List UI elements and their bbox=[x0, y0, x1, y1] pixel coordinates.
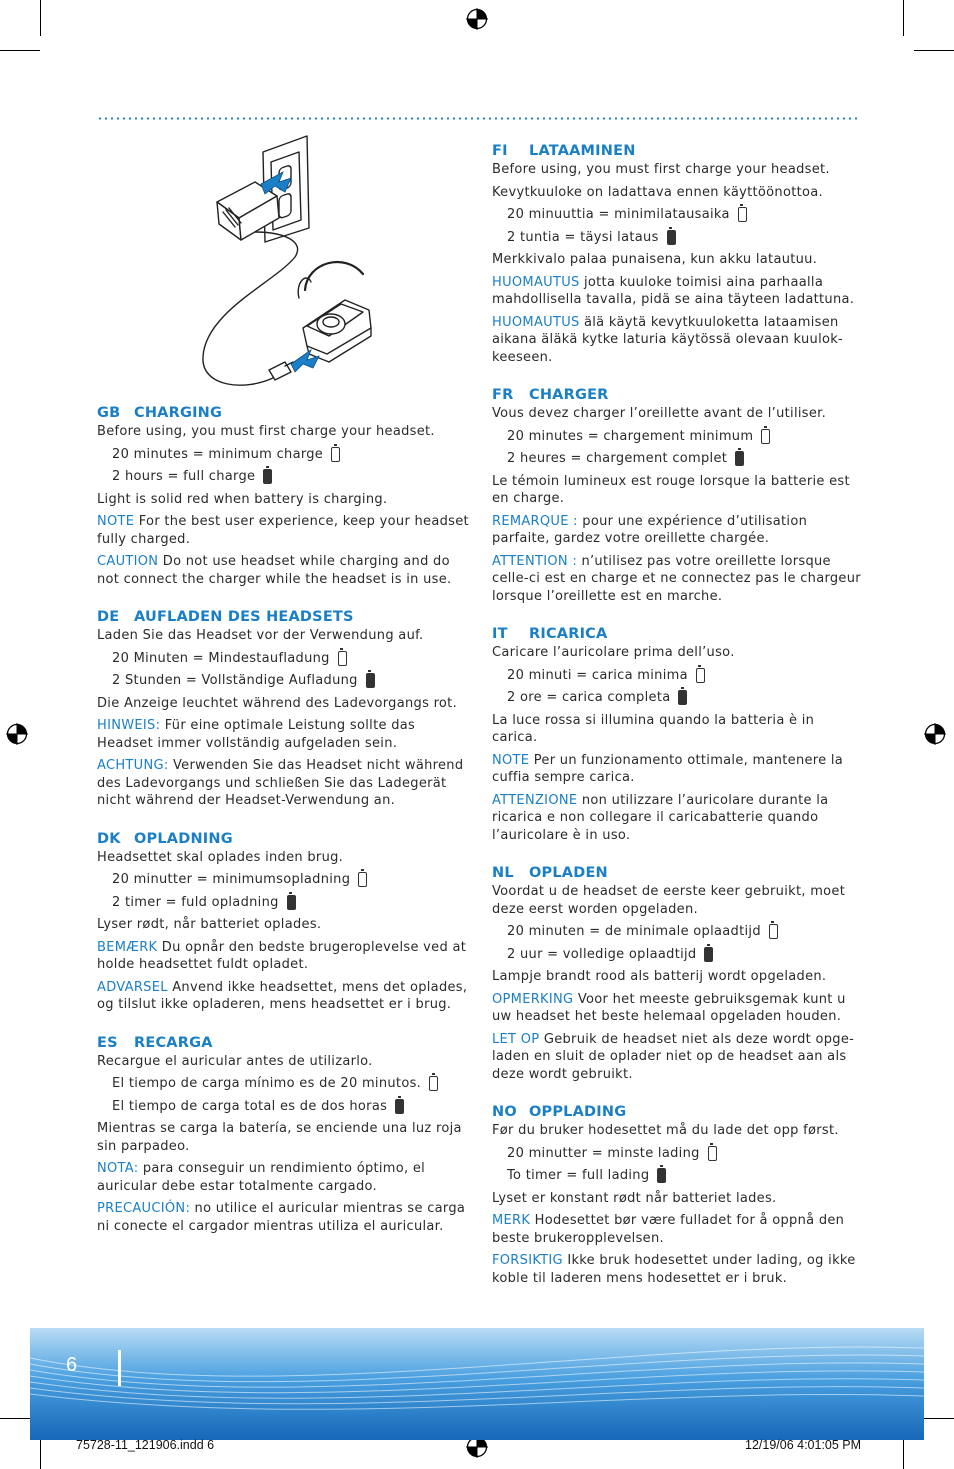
section-heading bbox=[492, 864, 862, 882]
caution bbox=[492, 553, 862, 606]
crop-mark bbox=[903, 0, 904, 36]
caution-label: ADVARSEL bbox=[97, 979, 168, 995]
intro-text: Caricare l’auricolare prima dell’uso. bbox=[492, 645, 735, 660]
battery-full-icon bbox=[395, 1099, 404, 1114]
full-charge-text: To timer = full lading bbox=[507, 1168, 650, 1183]
section-title: CHARGER bbox=[529, 387, 609, 403]
note-text: pour une expérience d’utilisation parfaite, gardez votre oreillette chargée. bbox=[492, 513, 808, 546]
note-text: Hodesettet bør være fulladet for å oppnå den beste brukeropplevelsen. bbox=[492, 1213, 845, 1246]
crop-mark bbox=[0, 50, 40, 51]
left-column bbox=[97, 404, 469, 1255]
battery-empty-icon bbox=[338, 651, 347, 666]
note-label: REMARQUE : bbox=[492, 513, 578, 529]
caution-text: älä käytä kevytkuuloketta lataamisen aikana äläkä kytke laturia käytössä olevaan kuulok-keeseen. bbox=[492, 314, 844, 365]
note-label: BEMÆRK bbox=[97, 939, 158, 955]
caution-label: CAUTION bbox=[97, 554, 159, 569]
section-fr bbox=[492, 386, 862, 605]
caution-text: Do not use headset while charging and do not connect the charger while the headset is in use. bbox=[97, 554, 452, 587]
battery-empty-icon bbox=[696, 668, 705, 683]
section-dk bbox=[97, 830, 469, 1014]
min-charge-text: El tiempo de carga mínimo es de 20 minutos. bbox=[112, 1076, 422, 1091]
caution-label: LET OP bbox=[492, 1031, 540, 1047]
intro-text: Recargue el auricular antes de utilizarlo. bbox=[97, 1053, 373, 1069]
caution bbox=[492, 1252, 862, 1287]
note bbox=[97, 717, 469, 752]
min-charge-text: 20 minutes = chargement minimum bbox=[507, 428, 754, 444]
full-charge-row bbox=[492, 689, 862, 707]
caution-text: Anvend ikke headsettet, mens det oplades, og tilslut ikke opladeren, mens headsettet er i brug. bbox=[97, 979, 468, 1012]
full-charge-row bbox=[492, 1167, 862, 1185]
footer-band bbox=[30, 1328, 924, 1440]
caution-text: Verwenden Sie das Headset nicht während des Ladevorgangs und schließen Sie das Ladegerät nicht während der Headset-Verwendung an. bbox=[97, 758, 464, 808]
full-charge-text: 2 uur = volledige oplaadtijd bbox=[507, 946, 697, 962]
min-charge-text: 20 minutter = minimumsopladning bbox=[112, 872, 351, 887]
language-code: GB bbox=[97, 405, 121, 421]
note-label: NOTA: bbox=[97, 1161, 139, 1176]
full-charge-text: 2 Stunden = Vollständige Aufladung bbox=[112, 673, 358, 688]
language-code: IT bbox=[492, 626, 508, 642]
battery-empty-icon bbox=[769, 924, 778, 939]
battery-empty-icon bbox=[358, 872, 367, 887]
min-charge-row bbox=[492, 206, 862, 224]
full-charge-row bbox=[492, 946, 862, 964]
light-text: Le témoin lumineux est rouge lorsque la batterie est en charge. bbox=[492, 473, 850, 506]
note-text: Für eine optimale Leistung sollte das Headset immer vollständig aufgeladen sein. bbox=[97, 718, 416, 751]
min-charge-text: 20 minutter = minste lading bbox=[507, 1145, 700, 1161]
caution bbox=[492, 792, 862, 845]
section-heading bbox=[492, 142, 862, 160]
battery-full-icon bbox=[657, 1168, 666, 1183]
full-charge-text: 2 tuntia = täysi lataus bbox=[507, 229, 659, 245]
min-charge-text: 20 minuten = de minimale oplaadtijd bbox=[507, 924, 761, 939]
light-text: Lyser rødt, når batteriet oplades. bbox=[97, 917, 322, 932]
section-no bbox=[492, 1103, 862, 1287]
note-text: jotta kuuloke toimisi aina parhaalla mahdollisella tavalla, pidä se aina täyteen ladattuna. bbox=[492, 274, 855, 307]
headset-charger-wall-outlet-illustration bbox=[195, 132, 415, 397]
caution bbox=[97, 757, 469, 810]
section-title: OPLADEN bbox=[529, 865, 608, 881]
light-text: Die Anzeige leuchtet während des Ladevorgangs rot. bbox=[97, 695, 458, 711]
min-charge-text: 20 Minuten = Mindestaufladung bbox=[112, 650, 330, 666]
min-charge-row bbox=[97, 1075, 469, 1093]
section-title: RICARICA bbox=[529, 626, 608, 642]
note-text: para conseguir un rendimiento óptimo, el auricular debe estar totalmente cargado. bbox=[97, 1161, 426, 1194]
note bbox=[492, 513, 862, 548]
section-title: AUFLADEN DES HEADSETS bbox=[134, 609, 354, 625]
section-title: RECARGA bbox=[134, 1034, 213, 1051]
caution-text: non utilizzare l’auricolare durante la ricarica e non collegare il caricabatterie quando l’auricolare è in uso. bbox=[492, 792, 829, 843]
caution-label: PRECAUCIÓN: bbox=[97, 1201, 191, 1216]
intro-text: Before using, you must first charge your headset. bbox=[492, 162, 830, 177]
min-charge-text: 20 minuti = carica minima bbox=[507, 667, 688, 683]
section-heading bbox=[97, 608, 469, 626]
caution-text: n’utilisez pas votre oreillette lorsque celle-ci est en charge et ne connectez pas le chargeur lorsque l’oreillette est en marche. bbox=[492, 553, 861, 604]
registration-mark-icon bbox=[466, 8, 488, 30]
note-label: NOTE bbox=[492, 752, 530, 768]
light-text: Lyset er konstant rødt når batteriet lades. bbox=[492, 1190, 777, 1206]
full-charge-text: 2 timer = fuld opladning bbox=[112, 894, 279, 910]
battery-empty-icon bbox=[708, 1146, 717, 1161]
section-title: OPLADNING bbox=[134, 830, 233, 847]
language-code: NO bbox=[492, 1104, 517, 1120]
battery-empty-icon bbox=[331, 447, 340, 462]
note bbox=[492, 1212, 862, 1247]
language-code: ES bbox=[97, 1034, 118, 1051]
battery-full-icon bbox=[678, 690, 687, 705]
caution-text: no utilice el auricular mientras se carga ni conecte el cargador mientras utiliza el auricular. bbox=[97, 1201, 466, 1234]
section-heading bbox=[97, 404, 469, 422]
full-charge-row bbox=[97, 468, 469, 486]
caution bbox=[492, 314, 862, 367]
section-it bbox=[492, 625, 862, 844]
registration-mark-icon bbox=[924, 723, 946, 745]
section-heading bbox=[492, 386, 862, 404]
note-label: NOTE bbox=[97, 514, 135, 529]
full-charge-text: El tiempo de carga total es de dos horas bbox=[112, 1098, 388, 1114]
right-column bbox=[492, 142, 862, 1307]
language-code: DE bbox=[97, 609, 120, 625]
light-text: Light is solid red when battery is charging. bbox=[97, 491, 388, 507]
note bbox=[97, 513, 469, 548]
battery-empty-icon bbox=[738, 207, 747, 222]
min-charge-row bbox=[492, 923, 862, 941]
min-charge-row bbox=[492, 667, 862, 685]
note-label: OPMERKING bbox=[492, 991, 574, 1007]
min-charge-row bbox=[97, 650, 469, 668]
footer-wave-decoration bbox=[30, 1328, 924, 1440]
note bbox=[97, 939, 469, 974]
note-text: Per un funzionamento ottimale, mantenere la cuffia sempre carica. bbox=[492, 752, 844, 785]
crop-mark bbox=[914, 50, 954, 51]
note bbox=[492, 274, 862, 309]
note-text: Voor het meeste gebruiksgemak kunt u uw headset het beste helemaal opgeladen houden. bbox=[492, 991, 846, 1024]
full-charge-row bbox=[97, 894, 469, 912]
caution bbox=[97, 979, 469, 1014]
note-label: MERK bbox=[492, 1213, 531, 1228]
caution-text: Gebruik de headset niet als deze wordt opge-laden en sluit de oplader niet op de headset aan als deze wordt gebruikt. bbox=[492, 1031, 855, 1082]
note-label: HUOMAUTUS bbox=[492, 274, 580, 290]
min-charge-row bbox=[492, 1145, 862, 1163]
crop-mark bbox=[40, 0, 41, 36]
min-charge-row bbox=[492, 428, 862, 446]
note bbox=[492, 991, 862, 1026]
caution bbox=[492, 1031, 862, 1084]
light-text: Lampje brandt rood als batterij wordt opgeladen. bbox=[492, 969, 827, 984]
caution-label: FORSIKTIG bbox=[492, 1253, 563, 1268]
battery-empty-icon bbox=[761, 429, 770, 444]
section-title: LATAAMINEN bbox=[529, 143, 636, 159]
caution-label: ATTENTION : bbox=[492, 553, 578, 569]
full-charge-row bbox=[492, 229, 862, 247]
registration-mark-icon bbox=[6, 723, 28, 745]
battery-full-icon bbox=[735, 451, 744, 466]
language-code: NL bbox=[492, 865, 514, 881]
battery-full-icon bbox=[704, 947, 713, 962]
light-text: Merkkivalo palaa punaisena, kun akku latautuu. bbox=[492, 252, 818, 267]
intro-text: Kevytkuuloke on ladattava ennen käyttöönottoa. bbox=[492, 184, 823, 200]
full-charge-text: 2 hours = full charge bbox=[112, 469, 256, 484]
intro-text: Voordat u de headset de eerste keer gebruikt, moet deze eerst worden opgeladen. bbox=[492, 884, 846, 917]
page-number: 6 bbox=[66, 1354, 78, 1376]
language-code: FI bbox=[492, 143, 508, 159]
intro-text: Laden Sie das Headset vor der Verwendung auf. bbox=[97, 628, 424, 643]
section-title: OPPLADING bbox=[529, 1104, 627, 1120]
min-charge-row bbox=[97, 446, 469, 464]
slug-timestamp: 12/19/06 4:01:05 PM bbox=[745, 1438, 862, 1452]
full-charge-row bbox=[492, 450, 862, 468]
full-charge-text: 2 ore = carica completa bbox=[507, 690, 671, 705]
note-text: Du opnår den bedste brugeroplevelse ved at holde headsettet fuldt opladet. bbox=[97, 939, 467, 972]
intro-text: Før du bruker hodesettet må du lade det opp først. bbox=[492, 1123, 839, 1138]
battery-full-icon bbox=[667, 230, 676, 245]
section-nl bbox=[492, 864, 862, 1083]
language-code: DK bbox=[97, 830, 121, 847]
caution bbox=[97, 1200, 469, 1235]
page-number-divider bbox=[118, 1350, 121, 1386]
min-charge-text: 20 minutes = minimum charge bbox=[112, 446, 324, 462]
light-text: Mientras se carga la batería, se enciende una luz roja sin parpadeo. bbox=[97, 1121, 462, 1154]
intro-text: Vous devez charger l’oreillette avant de l’utiliser. bbox=[492, 406, 827, 421]
min-charge-row bbox=[97, 871, 469, 889]
caution-text: Ikke bruk hodesettet under lading, og ikke koble til laderen mens hodesettet er i bruk. bbox=[492, 1253, 856, 1286]
caution-label: HUOMAUTUS bbox=[492, 314, 580, 330]
battery-full-icon bbox=[366, 673, 375, 688]
full-charge-text: 2 heures = chargement complet bbox=[507, 451, 728, 466]
section-heading bbox=[492, 1103, 862, 1121]
intro-text: Before using, you must first charge your headset. bbox=[97, 424, 435, 439]
light-text: La luce rossa si illumina quando la batteria è in carica. bbox=[492, 712, 815, 745]
battery-full-icon bbox=[287, 895, 296, 910]
section-heading bbox=[492, 625, 862, 643]
dotted-divider bbox=[97, 117, 859, 120]
language-code: FR bbox=[492, 387, 514, 403]
note bbox=[492, 752, 862, 787]
caution-label: ACHTUNG: bbox=[97, 758, 169, 773]
battery-empty-icon bbox=[429, 1076, 438, 1091]
full-charge-row bbox=[97, 1098, 469, 1116]
intro-text: Headsettet skal oplades inden brug. bbox=[97, 849, 344, 865]
section-heading bbox=[97, 1034, 469, 1052]
note-label: HINWEIS: bbox=[97, 718, 161, 733]
section-title: CHARGING bbox=[134, 405, 223, 421]
section-fi bbox=[492, 142, 862, 366]
section-de bbox=[97, 608, 469, 810]
slug-filename: 75728-11_121906.indd 6 bbox=[76, 1438, 215, 1452]
section-gb bbox=[97, 404, 469, 588]
battery-full-icon bbox=[263, 469, 272, 484]
section-es bbox=[97, 1034, 469, 1236]
min-charge-text: 20 minuuttia = minimilatausaika bbox=[507, 207, 730, 222]
note bbox=[97, 1160, 469, 1195]
section-heading bbox=[97, 830, 469, 848]
caution bbox=[97, 553, 469, 588]
caution-label: ATTENZIONE bbox=[492, 792, 578, 808]
note-text: For the best user experience, keep your headset fully charged. bbox=[97, 514, 469, 547]
full-charge-row bbox=[97, 672, 469, 690]
